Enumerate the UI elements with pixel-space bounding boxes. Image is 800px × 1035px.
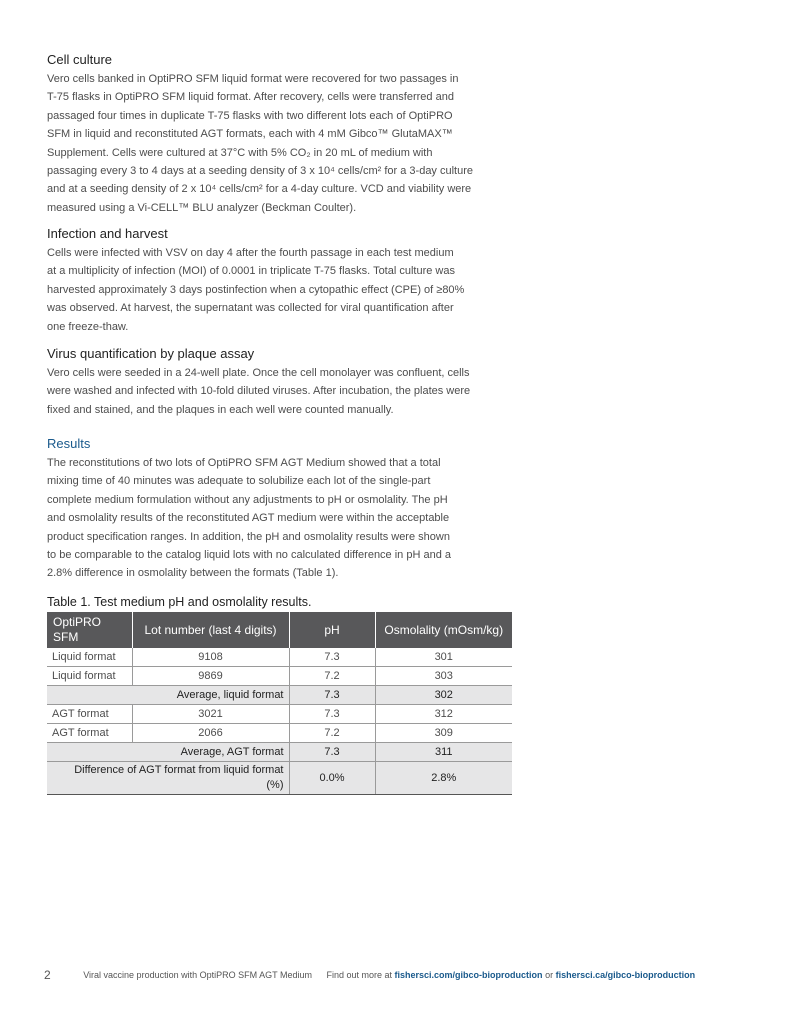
text-line: harvested approximately 3 days postinfection when a cytopathic effect (CPE) of ≥80% <box>47 283 465 296</box>
header-ph: pH <box>289 612 375 648</box>
footer-link-ca[interactable]: fishersci.ca/gibco-bioproduction <box>555 970 696 980</box>
cell-osmolality: 312 <box>375 705 512 724</box>
section-heading: Cell culture <box>47 52 113 67</box>
cell-ph: 7.2 <box>289 724 375 743</box>
cell-lot: 2066 <box>132 724 289 743</box>
text-line: T-75 flasks in OptiPRO SFM liquid format. After recovery, cells were transferred and <box>47 91 454 104</box>
average-agt-row <box>47 743 512 762</box>
text-line: Supplement. Cells were cultured at 37°C with 5% CO₂ in 20 mL of medium with <box>47 146 433 159</box>
text-line: passaged four times in duplicate T-75 flasks with two different lots each of OptiPRO <box>47 109 453 122</box>
cell-lot: 9108 <box>132 648 289 667</box>
text-line: 2.8% difference in osmolality between the formats (Table 1). <box>47 567 339 580</box>
text-line: Vero cells were seeded in a 24-well plate. Once the cell monolayer was confluent, cells <box>47 367 470 379</box>
average-osmolality: 311 <box>375 743 512 762</box>
section-heading: Virus quantification by plaque assay <box>47 346 255 361</box>
average-ph: 7.3 <box>289 743 375 762</box>
text-line: complete medium formulation without any adjustments to pH or osmolality. The pH <box>47 493 448 506</box>
text-line: Cells were infected with VSV on day 4 after the fourth passage in each test medium <box>47 247 454 259</box>
table-caption: Table 1. Test medium pH and osmolality results. <box>47 595 312 609</box>
text-line: were washed and infected with 10-fold diluted viruses. After incubation, the plates were <box>47 385 471 398</box>
text-line: was observed. At harvest, the supernatant was collected for viral quantification after <box>47 302 454 315</box>
cell-lot: 3021 <box>132 705 289 724</box>
cell-osmolality: 309 <box>375 724 512 743</box>
text-line: one freeze-thaw. <box>47 320 129 333</box>
cell-medium: Liquid format <box>47 648 132 667</box>
cell-osmolality: 303 <box>375 667 512 686</box>
text-line: SFM in liquid and reconstituted AGT formats, each with 4 mM Gibco™ GlutaMAX™ <box>47 128 453 141</box>
average-label: Average, liquid format <box>47 686 289 705</box>
difference-row <box>47 762 512 795</box>
text-line: The reconstitutions of two lots of OptiPRO SFM AGT Medium showed that a total <box>47 457 441 469</box>
cell-lot: 9869 <box>132 667 289 686</box>
average-label: Average, AGT format <box>47 743 289 762</box>
table-row <box>47 648 512 667</box>
table-row <box>47 667 512 686</box>
section-heading: Results <box>47 436 91 451</box>
cell-ph: 7.3 <box>289 705 375 724</box>
footer-or: or <box>545 970 554 980</box>
text-line: and at a seeding density of 2 x 10⁴ cells/cm² for a 4-day culture. VCD and viability were <box>47 183 472 196</box>
footer-prefix: Find out more at <box>326 970 393 980</box>
section-heading: Infection and harvest <box>47 226 168 241</box>
table-header-row <box>47 612 512 648</box>
difference-label <box>47 762 289 795</box>
text-line: passaging every 3 to 4 days at a seeding density of 3 x 10⁴ cells/cm² for a 3-day culture <box>47 165 474 178</box>
average-ph: 7.3 <box>289 686 375 705</box>
header-medium: OptiPRO SFM <box>47 612 132 648</box>
cell-medium: Liquid format <box>47 667 132 686</box>
text-line: mixing time of 40 minutes was adequate to solubilize each lot of the single-part <box>47 475 431 488</box>
table-row <box>47 724 512 743</box>
text-line: and osmolality results of the reconstituted AGT medium were within the acceptable <box>47 512 450 525</box>
difference-osmolality: 2.8% <box>375 762 512 795</box>
section-results <box>47 434 451 583</box>
difference-ph: 0.0% <box>289 762 375 795</box>
text-line: product specification ranges. In addition, the pH and osmolality results were shown <box>47 530 450 543</box>
header-osmolality: Osmolality (mOsm/kg) <box>375 612 512 648</box>
section-cell-culture <box>47 50 473 217</box>
text-line: measured using a Vi-CELL™ BLU analyzer (Beckman Coulter). <box>47 201 357 214</box>
section-body <box>47 70 473 217</box>
footer-title: Viral vaccine production with OptiPRO SFM AGT Medium <box>83 970 312 980</box>
results-table <box>47 612 512 795</box>
section-virus-quantification <box>47 344 470 419</box>
text-line: fixed and stained, and the plaques in each well were counted manually. <box>47 403 394 416</box>
text-line: at a multiplicity of infection (MOI) of 0.0001 in triplicate T-75 flasks. Total culture was <box>47 265 455 278</box>
section-infection <box>47 224 464 336</box>
footer-link-us[interactable]: fishersci.com/gibco-bioproduction <box>394 970 543 980</box>
cell-ph: 7.3 <box>289 648 375 667</box>
cell-medium: AGT format <box>47 705 132 724</box>
difference-label-text: Difference of AGT format from liquid format (%) <box>74 764 284 791</box>
header-lot-number: Lot number (last 4 digits) <box>132 612 289 648</box>
text-line: to be comparable to the catalog liquid lots with no calculated difference in pH and a <box>47 549 451 562</box>
cell-medium: AGT format <box>47 724 132 743</box>
cell-osmolality: 301 <box>375 648 512 667</box>
average-liquid-row <box>47 686 512 705</box>
cell-ph: 7.2 <box>289 667 375 686</box>
section-body <box>47 244 464 336</box>
page-number: 2 <box>44 968 51 982</box>
text-line: Vero cells banked in OptiPRO SFM liquid format were recovered for two passages in <box>47 73 459 85</box>
average-osmolality: 302 <box>375 686 512 705</box>
table-row <box>47 705 512 724</box>
page-footer <box>44 968 695 982</box>
section-body <box>47 454 451 583</box>
section-body <box>47 364 470 419</box>
